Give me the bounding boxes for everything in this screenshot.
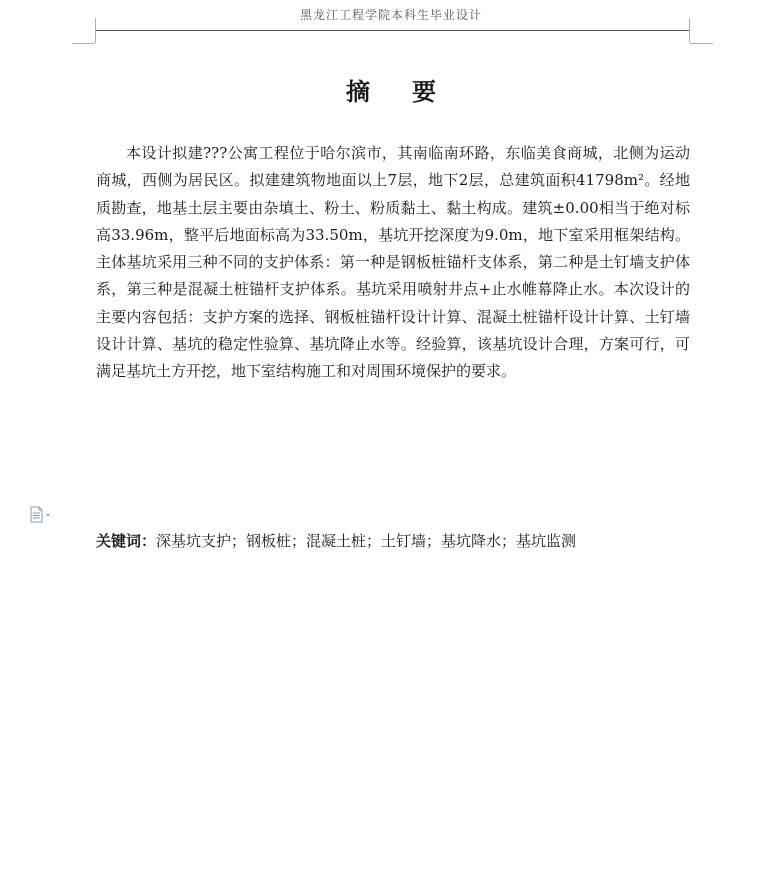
crop-mark-right-horizontal xyxy=(690,43,713,44)
document-icon[interactable] xyxy=(28,506,52,524)
keywords-value: 深基坑支护；钢板桩；混凝土桩；土钉墙；基坑降水；基坑监测 xyxy=(156,532,577,550)
header-rule xyxy=(95,30,689,31)
crop-mark-right-vertical xyxy=(689,18,690,43)
page-header: 黑龙江工程学院本科生毕业设计 xyxy=(299,8,482,22)
keywords-label: 关键词： xyxy=(96,532,157,550)
keywords-line xyxy=(96,530,690,552)
abstract-paragraph: 本设计拟建???公寓工程位于哈尔滨市，其南临南环路，东临美食商城，北侧为运动商城，西侧为居民区。拟建建筑物地面以上7层，地下2层，总建筑面积41798m²。经地质勘查，地基土层主要由杂填土、粉土、粉质黏土、黏土构成。建筑±0.00相当于绝对标高33.96m，整平后地面标高为33.50m，基坑开挖深度为9.0m，地下室采用框架结构。主体基坑采用三种不同的支护体系：第一种是钢板桩锚杆支体系，第二种是土钉墙支护体系，第三种是混凝土桩锚杆支护体系。基坑采用喷射井点+止水帷幕降止水。本次设计的主要内容包括：支护方案的选择、钢板桩锚杆设计计算、混凝土桩锚杆设计计算、土钉墙设计计算、基坑的稳定性验算、基坑降止水等。经验算，该基坑设计合理，方案可行，可满足基坑土方开挖，地下室结构施工和对周围环境保护的要求。 xyxy=(96,144,690,381)
page-title: 摘要 xyxy=(346,78,478,106)
crop-mark-left-horizontal xyxy=(72,43,95,44)
crop-mark-left-vertical xyxy=(95,18,96,43)
